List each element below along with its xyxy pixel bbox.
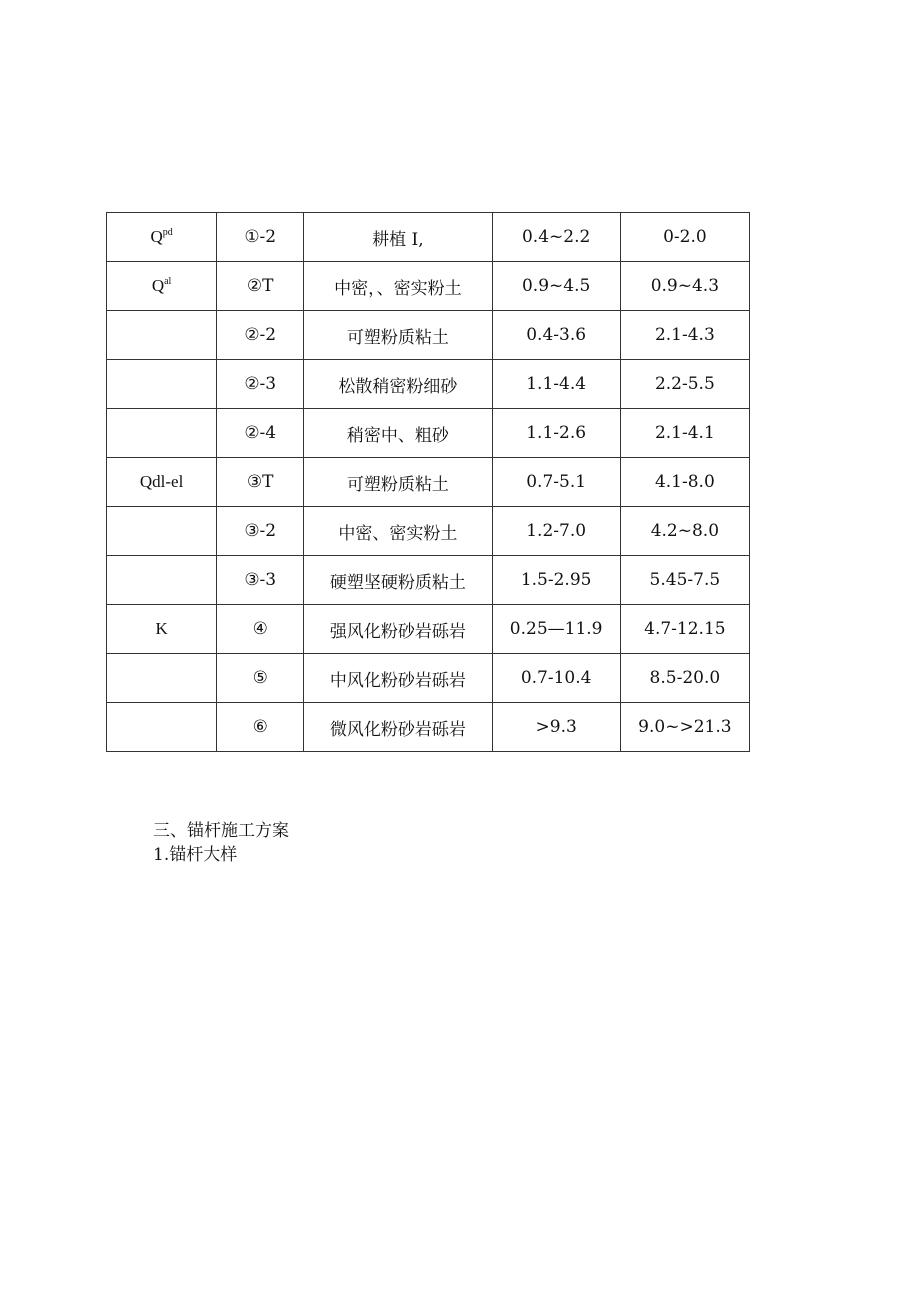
age-cell [107,311,217,360]
depth-bottom-cell: 5.45-7.5 [620,556,749,605]
soil-name-cell: 耕植 I, [304,213,492,262]
age-cell [107,507,217,556]
layer-number-cell: ②-2 [217,311,304,360]
soil-name-cell: 强风化粉砂岩砾岩 [304,605,492,654]
layer-number-cell: ①-2 [217,213,304,262]
table-row [107,311,750,360]
table-row [107,213,750,262]
layer-number-cell: ⑤ [217,654,304,703]
age-cell [107,556,217,605]
soil-name-cell: 稍密中、粗砂 [304,409,492,458]
depth-top-cell: 1.5-2.95 [492,556,620,605]
age-cell [107,409,217,458]
layer-number-cell: ③-3 [217,556,304,605]
depth-top-cell: 0.25—11.9 [492,605,620,654]
age-cell [107,262,217,311]
layer-number-cell: ②-4 [217,409,304,458]
depth-bottom-cell: 4.1-8.0 [620,458,749,507]
depth-top-cell: 0.9~4.5 [492,262,620,311]
depth-top-cell: 1.1-2.6 [492,409,620,458]
age-cell [107,360,217,409]
age-label: Q [150,227,163,246]
soil-name-cell: 硬塑坚硬粉质粘土 [304,556,492,605]
layer-number-cell: ③-2 [217,507,304,556]
age-cell [107,703,217,752]
table-row [107,458,750,507]
age-cell [107,213,217,262]
depth-top-cell: 1.1-4.4 [492,360,620,409]
age-label: Q [151,276,165,295]
layer-number-cell: ②-3 [217,360,304,409]
depth-bottom-cell: 2.1-4.1 [620,409,749,458]
section-title: 三、锚杆施工方案 [153,821,289,841]
depth-bottom-cell: 8.5-20.0 [620,654,749,703]
soil-name-cell: 中密，、密实粉土 [304,262,492,311]
layer-number-cell: ④ [217,605,304,654]
depth-bottom-cell: 9.0~>21.3 [620,703,749,752]
soil-name-cell: 中风化粉砂岩砾岩 [304,654,492,703]
depth-bottom-cell: 4.7-12.15 [620,605,749,654]
table-row [107,360,750,409]
soil-name-cell: 松散稍密粉细砂 [304,360,492,409]
soil-strata-table [106,212,750,752]
table-row [107,507,750,556]
depth-top-cell: 1.2-7.0 [492,507,620,556]
age-cell: K [107,605,217,654]
table-row [107,262,750,311]
depth-top-cell: >9.3 [492,703,620,752]
layer-number-cell: ②T [217,262,304,311]
subsection-title: 1.锚杆大样 [153,845,238,865]
table-row [107,605,750,654]
soil-name-cell: 微风化粉砂岩砾岩 [304,703,492,752]
soil-name-cell: 中密、密实粉土 [304,507,492,556]
soil-name-cell: 可塑粉质粘土 [304,458,492,507]
depth-bottom-cell: 0.9~4.3 [620,262,749,311]
depth-bottom-cell: 4.2~8.0 [620,507,749,556]
age-cell [107,654,217,703]
layer-number-cell: ⑥ [217,703,304,752]
depth-top-cell: 0.7-5.1 [492,458,620,507]
layer-number-cell: ③T [217,458,304,507]
depth-top-cell: 0.4-3.6 [492,311,620,360]
table-row [107,703,750,752]
depth-top-cell: 0.4~2.2 [492,213,620,262]
age-superscript: al [164,276,172,287]
soil-name-cell: 可塑粉质粘土 [304,311,492,360]
table-row [107,654,750,703]
depth-top-cell: 0.7-10.4 [492,654,620,703]
depth-bottom-cell: 2.2-5.5 [620,360,749,409]
depth-bottom-cell: 0-2.0 [620,213,749,262]
depth-bottom-cell: 2.1-4.3 [620,311,749,360]
table-row [107,409,750,458]
age-superscript: pd [162,227,173,238]
table-row [107,556,750,605]
age-cell: Qdl-el [107,458,217,507]
